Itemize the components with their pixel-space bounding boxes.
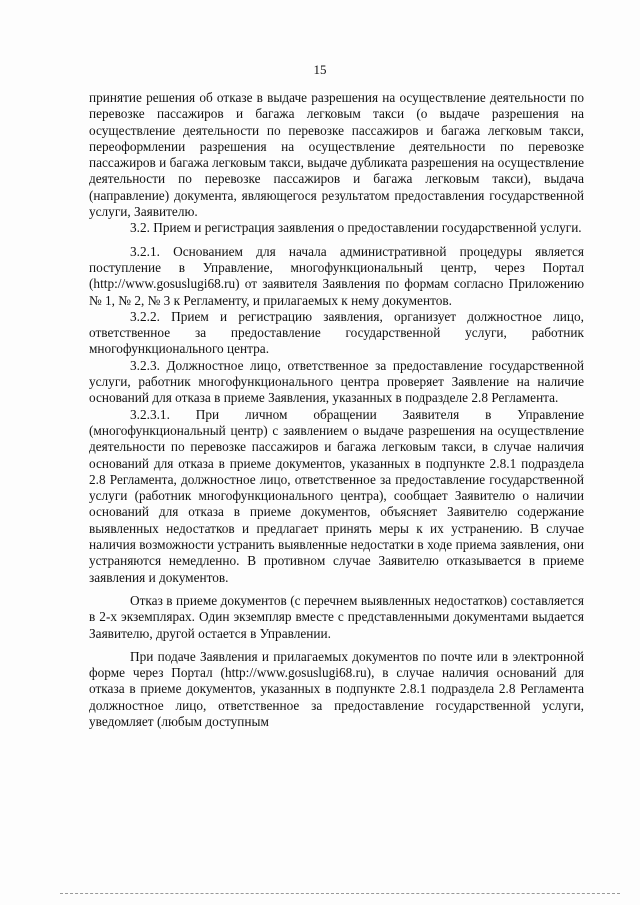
paragraph-decision-issuance: принятие решения об отказе в выдаче разрешения на осуществление деятельности по перевозке пассажиров и багажа легковым такси (о выдаче разрешения на осуществление деятельности по перевозке пассажиров и багажа легковым такси, переоформлении разрешения на осуществление деятельности по перевозке пассажиров и багажа легковым такси, выдаче дубликата разрешения на осуществление деятельности по перевозке пассажиров и багажа легковым такси), выдача (направление) документа, являющегося результатом предоставления государственной услуги, Заявителю. xyxy=(89,90,584,220)
paragraph-postal-electronic-submission: При подаче Заявления и прилагаемых документов по почте или в электронной форме через Портал (http://www.gosuslugi68.ru), в случае наличия оснований для отказа в приеме документов, указанных в подпункте 2.8.1 подраздела 2.8 Регламента должностное лицо, ответственное за предоставление государственной услуги, уведомляет (любым доступным xyxy=(89,648,584,729)
paragraph-section-3-2-heading: 3.2. Прием и регистрация заявления о предоставлении государственной услуги. xyxy=(130,220,582,236)
document-body xyxy=(89,90,584,730)
paragraph-3-2-3-1: 3.2.3.1. При личном обращении Заявителя в Управление (многофункциональный центр) с заявлением о выдаче разрешения на осуществление деятельности по перевозке пассажиров и багажа легковым такси, в случае наличия оснований для отказа в приеме документов, указанных в подпункте 2.8.1 подраздела 2.8 Регламента, должностное лицо, ответственное за предоставление государственной услуги (работник многофункционального центра), сообщает Заявителю о наличии оснований для отказа в приеме документов, объясняет Заявителю содержание выявленных недостатков и предлагает принять меры к их устранению. В случае наличия возможности устранить выявленные недостатки в ходе приема заявления, они устраняются немедленно. В противном случае Заявителю отказывается в приеме заявления и документов. xyxy=(89,406,584,585)
scan-edge-line xyxy=(60,893,620,895)
paragraph-3-2-1: 3.2.1. Основанием для начала административной процедуры является поступление в Управление, многофункциональный центр, через Портал (http://www.gosuslugi68.ru) от заявителя Заявления по формам согласно Приложению № 1, № 2, № 3 к Регламенту, и прилагаемых к нему документов. xyxy=(89,243,584,308)
paragraph-3-2-3: 3.2.3. Должностное лицо, ответственное за предоставление государственной услуги, работник многофункционального центра проверяет Заявление на наличие оснований для отказа в приеме Заявления, указанных в подразделе 2.8 Регламента. xyxy=(89,357,584,406)
paragraph-refusal-copies: Отказ в приеме документов (с перечнем выявленных недостатков) составляется в 2-х экземплярах. Один экземпляр вместе с представленными документами выдается Заявителю, другой остается в Управлении. xyxy=(89,592,584,641)
page-number: 15 xyxy=(313,62,327,77)
paragraph-3-2-2: 3.2.2. Прием и регистрацию заявления, организует должностное лицо, ответственное за предоставление государственной услуги, работник многофункционального центра. xyxy=(89,308,584,357)
